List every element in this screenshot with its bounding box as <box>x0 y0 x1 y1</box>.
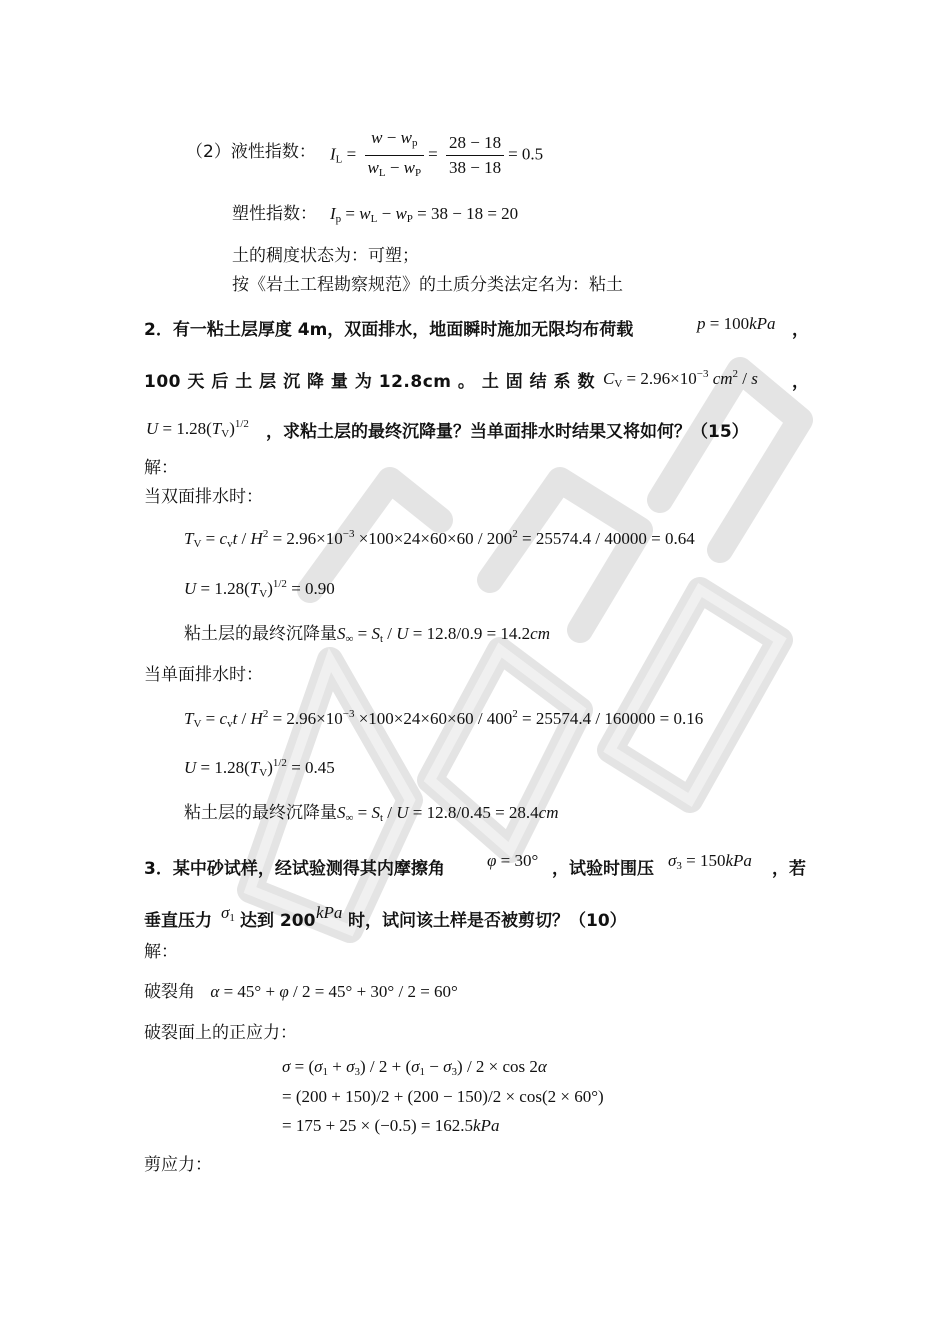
q3-solution-label: 解： <box>144 942 178 962</box>
q3-line1-mid: ，试验时围压 <box>552 859 654 879</box>
normal-stress-line1: $\sigma = (\sigma_1 + \sigma_3) / 2 + (\sigma_1 - \sigma_3) / 2 \times \cos 2\alpha$ <box>282 1057 547 1078</box>
q3-line2-a: 垂直压力 <box>144 911 212 931</box>
double-settlement: 粘土层的最终沉降量$S_\infty = S_t / U = 12.8/0.9 = 14.2cm$ <box>184 624 550 645</box>
q2-line2-end: ， <box>792 372 809 392</box>
q2-cv-formula: $C_V = 2.96\times 10^{-3}$ $cm^2$ / s <box>603 368 758 390</box>
q2-question-text: ，求粘土层的最终沉降量？当单面排水时结果又将如何？（15） <box>266 422 749 442</box>
plasticity-index-label: 塑性指数： <box>232 204 317 224</box>
q3-line1-end: ，若 <box>772 859 806 879</box>
fraction-values: $\frac{28 - 18}{38 - 18}$ <box>446 133 504 178</box>
q2-load-formula: p = 100kPa <box>697 314 776 333</box>
q2-line2-text: 100 天 后 土 层 沉 降 量 为 12.8cm 。 土 固 结 系 数 <box>144 372 595 392</box>
q3-line2-b: 达到 200 <box>240 911 316 931</box>
normal-stress-line3: = 175 + 25 × (−0.5) = 162.5kPa <box>282 1116 500 1135</box>
double-drainage-title: 当双面排水时： <box>144 487 263 507</box>
plasticity-index-formula: $I_p = w_L - w_P = 38 - 18 = 20$ <box>330 204 519 225</box>
q2-line1-end: ， <box>792 320 809 340</box>
liquidity-index-formula: $I_L$ = $\frac{w - w_p}{w_L - w_P}$ = $\frac{28 - 18}{38 - 18}$ = 0.5 <box>330 128 543 183</box>
q2-line1-text: 2．有一粘土层厚度 4m，双面排水，地面瞬时施加无限均布荷载 <box>144 320 634 340</box>
q3-phi-formula: φ = 30° <box>487 851 539 870</box>
normal-stress-line2: = (200 + 150)/2 + (200 − 150)/2 × cos(2 × 60°) <box>282 1087 604 1106</box>
liquidity-index-label: （2）液性指数： <box>186 142 316 162</box>
single-drainage-title: 当单面排水时： <box>144 665 263 685</box>
q3-sigma3-formula: $\sigma_3 = 150kPa$ <box>668 851 752 872</box>
soil-classification: 按《岩土工程勘察规范》的土质分类法定名为：粘土 <box>232 275 623 295</box>
q3-line2-c: 时，试问该土样是否被剪切？（10） <box>348 911 627 931</box>
single-settlement: 粘土层的最终沉降量$S_\infty = S_t / U = 12.8/0.45 = 28.4cm$ <box>184 803 559 824</box>
fraction-w: $\frac{w - w_p}{w_L - w_P}$ <box>365 128 425 183</box>
q3-kpa-unit: kPa <box>316 903 343 922</box>
q3-sigma1: $\sigma_1$ <box>221 903 235 924</box>
q3-line1-text: 3．某中砂试样，经试验测得其内摩擦角 <box>144 859 445 879</box>
double-tv-formula: $T_V = c_vt / H^2 = 2.96\times 10^{-3} \times 100\times 24\times 60\times 60 / 200^2 = 25574.4 / 40000 = 0.64$ <box>184 528 695 550</box>
single-u-formula: $U = 1.28(T_V)^{1/2} = 0.45$ <box>184 757 335 779</box>
double-u-formula: $U = 1.28(T_V)^{1/2} = 0.90$ <box>184 578 335 600</box>
shear-stress-label: 剪应力： <box>144 1155 212 1175</box>
consistency-state: 土的稠度状态为：可塑； <box>232 246 419 266</box>
q2-u-formula: $U = 1.28(T_V)^{1/2}$ <box>146 418 249 440</box>
q2-solution-label: 解： <box>144 458 178 478</box>
single-tv-formula: $T_V = c_vt / H^2 = 2.96\times 10^{-3} \times 100\times 24\times 60\times 60 / 400^2 = 25574.4 / 160000 = 0.16$ <box>184 708 704 730</box>
failure-angle: 破裂角 α = 45° + φ / 2 = 45° + 30° / 2 = 60° <box>144 982 458 1002</box>
normal-stress-label: 破裂面上的正应力： <box>144 1023 297 1043</box>
